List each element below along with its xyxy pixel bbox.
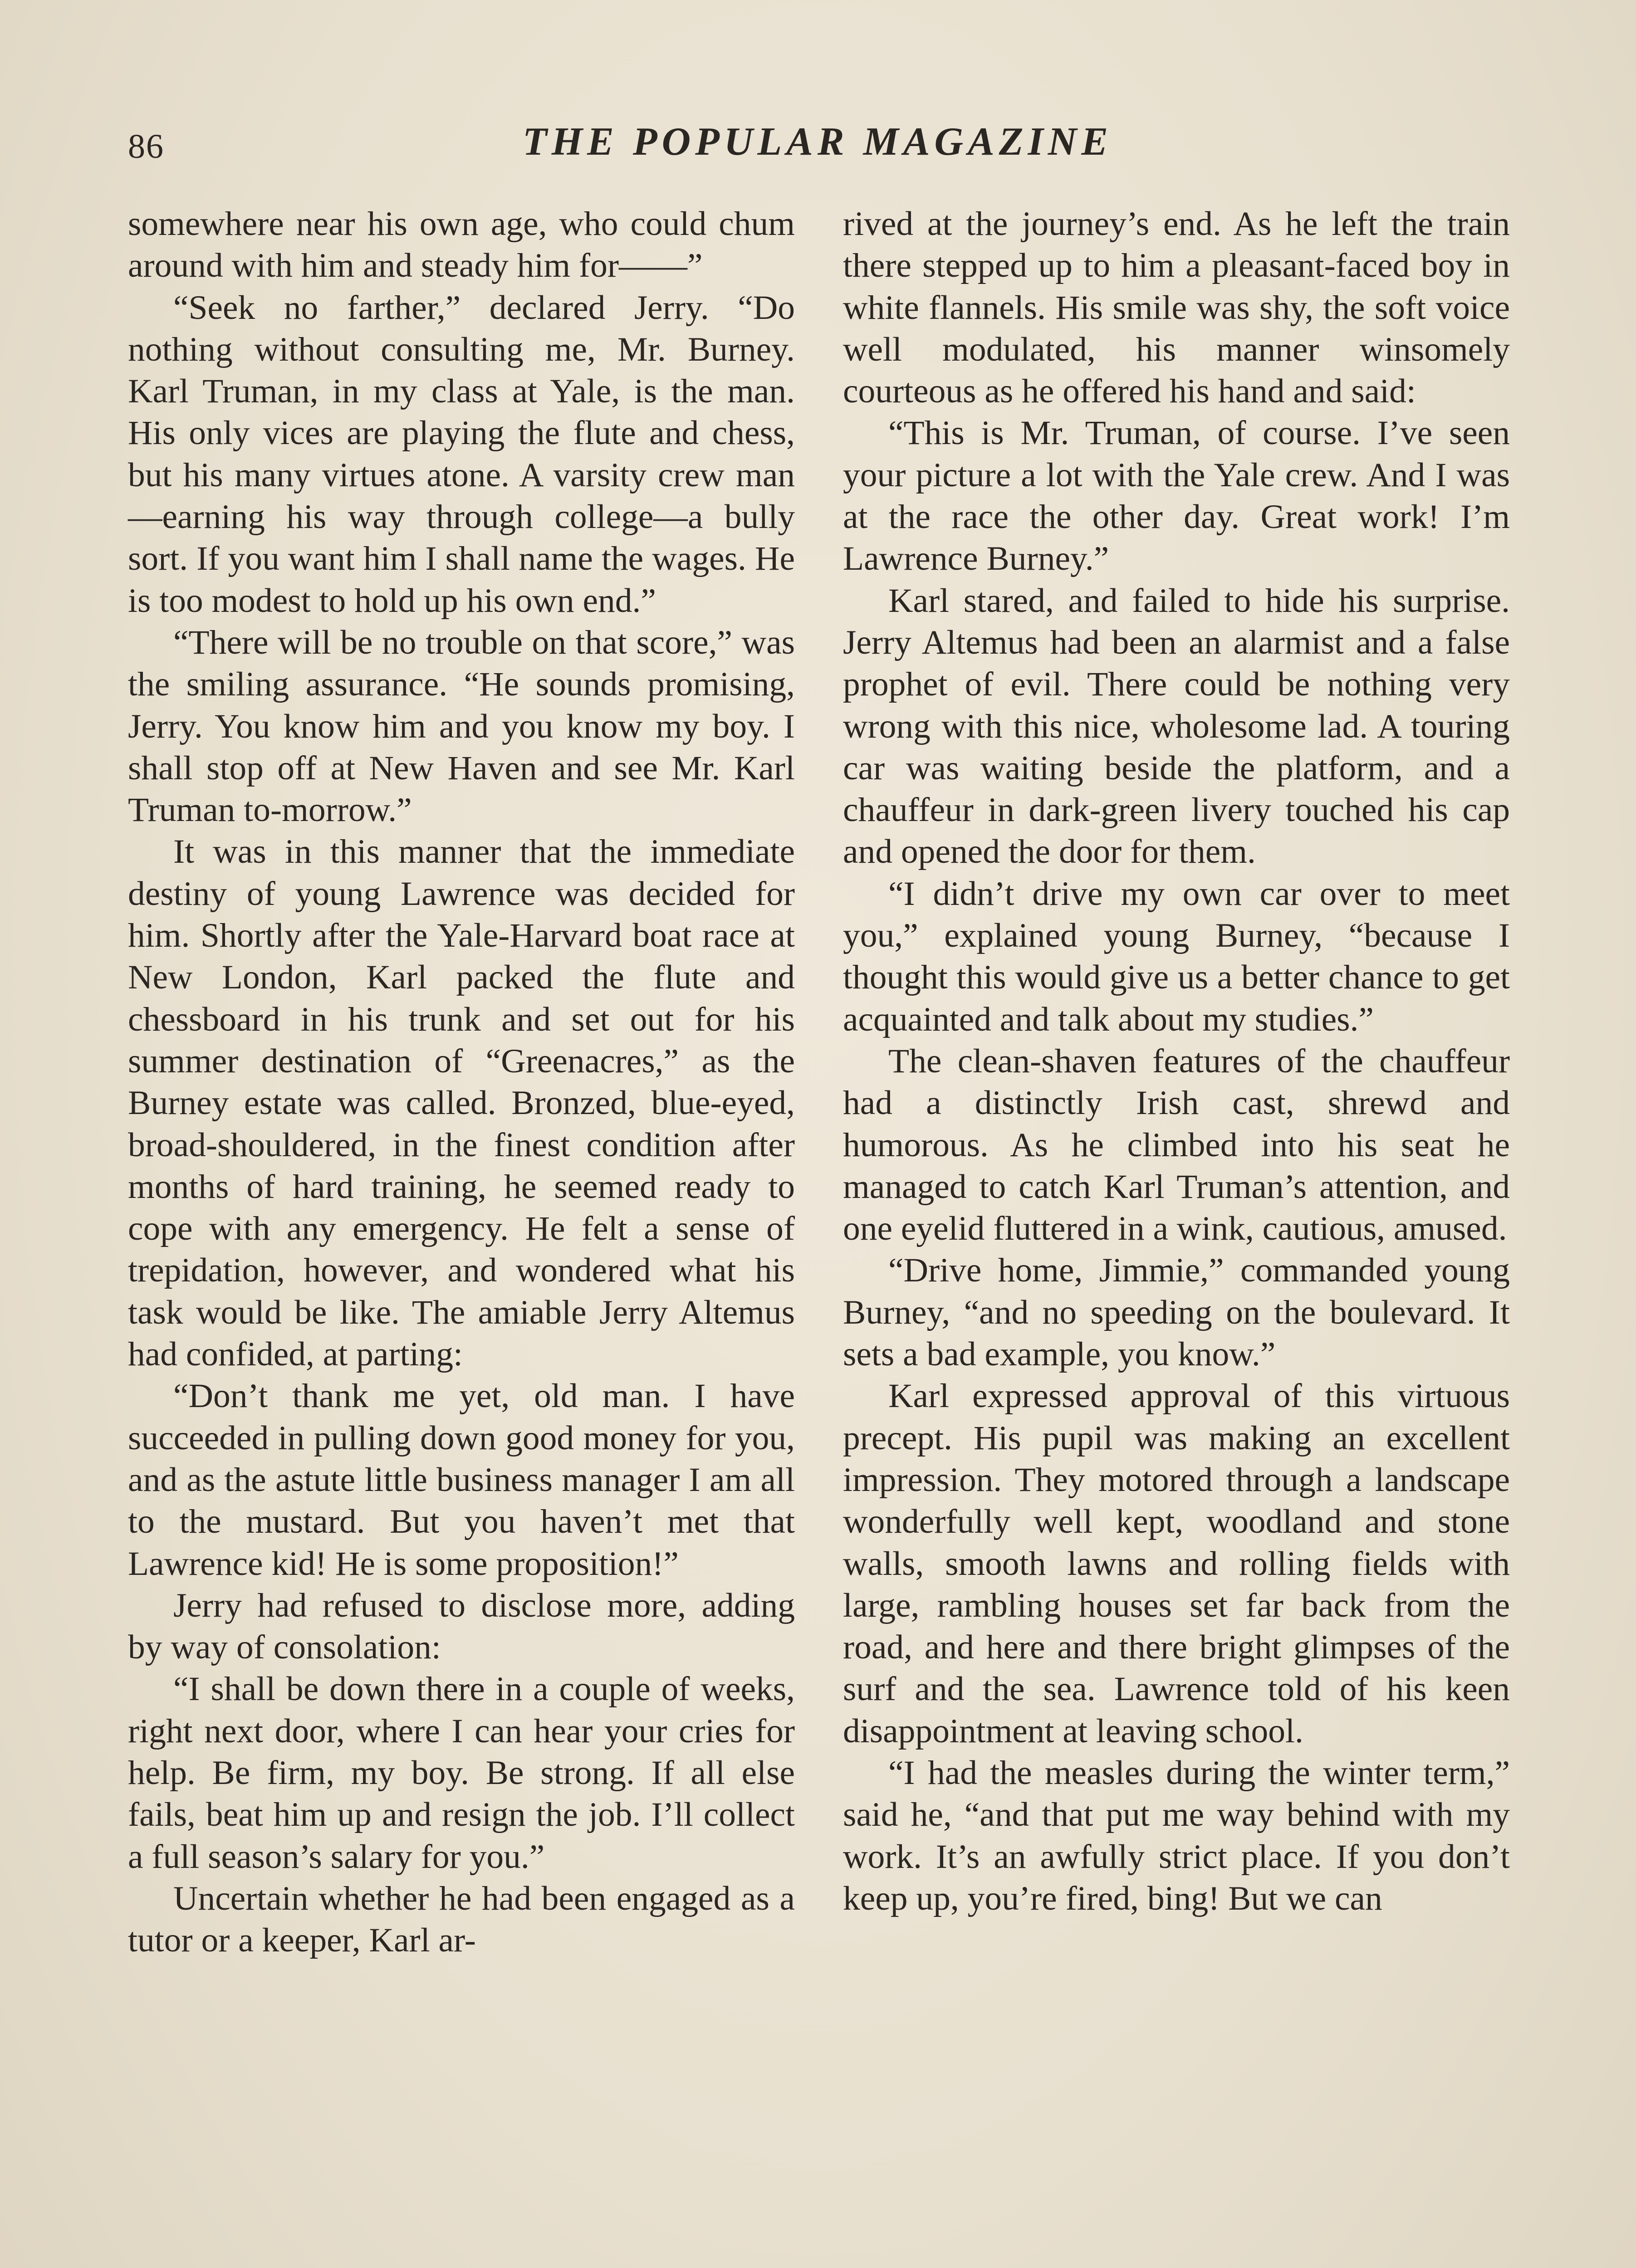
paragraph: Jerry had refused to disclose more, adding by way of consolation: — [128, 1586, 795, 1667]
paragraph: Uncertain whether he had been engaged as a tutor or a keeper, Karl ar- — [128, 1879, 795, 1960]
paragraph: The clean-shaven features of the chauffeur had a distinctly Irish cast, shrewd and humorous. As he climbed into his seat he managed to catch Karl Truman’s attention, and one eyelid fluttered in a wink, cautious, amused. — [843, 1042, 1510, 1248]
paragraph: Karl stared, and failed to hide his surprise. Jerry Altemus had been an alarmist and a false prophet of evil. There could be nothing very wrong with this nice, wholesome lad. A touring car was waiting beside the platform, and a chauffeur in dark-green livery touched his cap and opened the door for them. — [843, 582, 1510, 871]
page-header — [128, 119, 1507, 169]
page-number: 86 — [128, 127, 164, 166]
left-text-column — [128, 203, 795, 1961]
paragraph: Karl expressed approval of this virtuous precept. His pupil was making an excellent impression. They motored through a landscape wonderfully well kept, woodland and stone walls, smooth lawns and rolling fields with large, rambling houses set far back from the road, and here and there bright glimpses of the surf and the sea. Lawrence told of his keen disappointment at leaving school. — [843, 1377, 1510, 1750]
paragraph: “This is Mr. Truman, of course. I’ve seen your picture a lot with the Yale crew. And I was at the race the other day. Great work! I’m Lawrence Burney.” — [843, 414, 1510, 578]
running-title: THE POPULAR MAGAZINE — [522, 120, 1113, 164]
paragraph: It was in this manner that the immediate destiny of young Lawrence was decided for him. Shortly after the Yale-Harvard boat race at New London, Karl packed the flute and chessboard in his trunk and set out for his summer destination of “Greenacres,” as the Burney estate was called. Bronzed, blue-eyed, broad-shouldered, in the finest condition after months of hard training, he seemed ready to cope with any emergency. He felt a sense of trepidation, however, and wondered what his task would be like. The amiable Jerry Altemus had confided, at parting: — [128, 833, 795, 1374]
paragraph: somewhere near his own age, who could chum around with him and steady him for——” — [128, 205, 795, 285]
paragraph: “There will be no trouble on that score,” was the smiling assurance. “He sounds promising, Jerry. You know him and you know my boy. I shall stop off at New Haven and see Mr. Karl Truman to-morrow.” — [128, 623, 795, 829]
paragraph: rived at the journey’s end. As he left the train there stepped up to him a pleasant-faced boy in white flannels. His smile was shy, the soft voice well modulated, his manner winsomely courteous as he offered his hand and said: — [843, 205, 1510, 411]
paragraph: “I had the measles during the winter term,” said he, “and that put me way behind with my work. It’s an awfully strict place. If you don’t keep up, you’re fired, bing! But we can — [843, 1754, 1510, 1917]
right-text-column — [843, 203, 1510, 1920]
paragraph: “I shall be down there in a couple of weeks, right next door, where I can hear your cries for help. Be firm, my boy. Be strong. If all else fails, beat him up and resign the job. I’ll collect a full season’s salary for you.” — [128, 1670, 795, 1876]
paragraph: “Seek no farther,” declared Jerry. “Do nothing without consulting me, Mr. Burney. Karl Truman, in my class at Yale, is the man. His only vices are playing the flute and chess, but his many virtues atone. A varsity crew man—earning his way through college—a bully sort. If you want him I shall name the wages. He is too modest to hold up his own end.” — [128, 288, 795, 620]
paragraph: “I didn’t drive my own car over to meet you,” explained young Burney, “because I thought this would give us a better chance to get acquainted and talk about my studies.” — [843, 875, 1510, 1038]
paragraph: “Don’t thank me yet, old man. I have succeeded in pulling down good money for you, and as the astute little business manager I am all to the mustard. But you haven’t met that Lawrence kid! He is some proposition!” — [128, 1377, 795, 1583]
paragraph: “Drive home, Jimmie,” commanded young Burney, “and no speeding on the boulevard. It sets a bad example, you know.” — [843, 1251, 1510, 1374]
